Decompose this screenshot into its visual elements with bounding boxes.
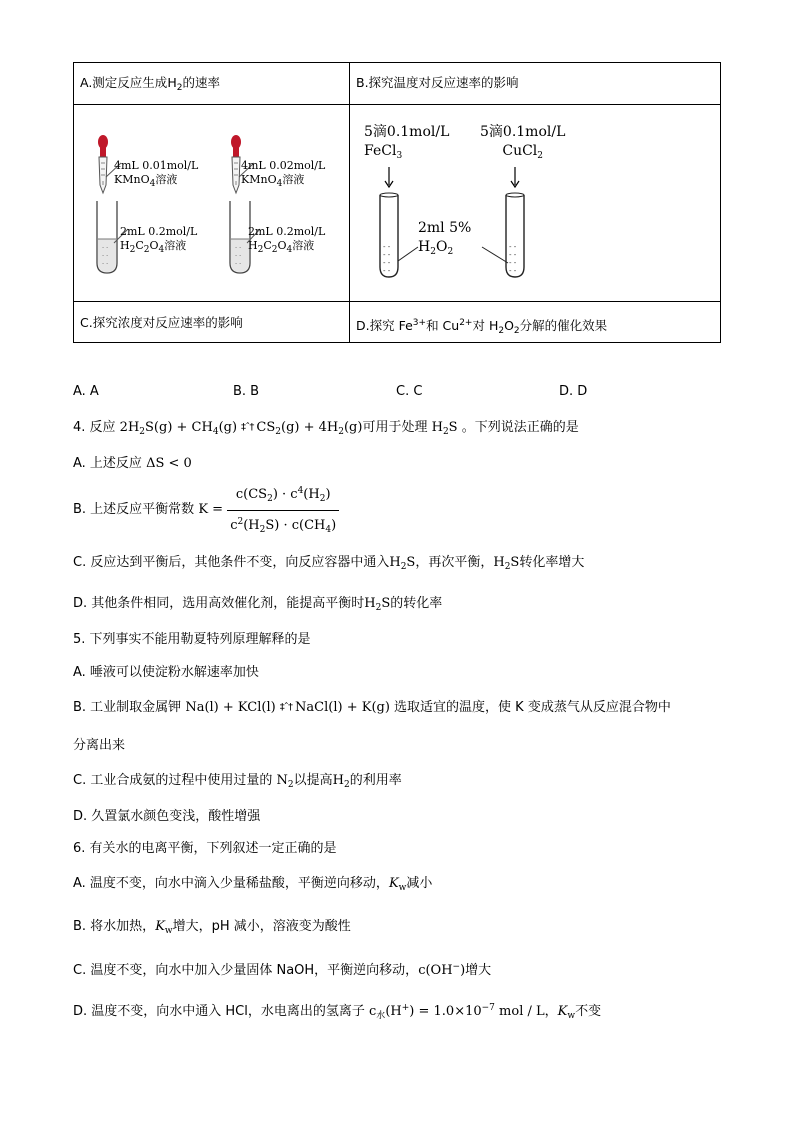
dropper-left (98, 135, 108, 193)
q6-option-c[interactable]: C. 温度不变，向水中加入少量固体 NaOH，平衡逆向移动，c(OH−)增大 (73, 962, 492, 978)
cell-a-caption: A.测定反应生成$H_2$的速率 (80, 75, 220, 93)
q4-option-b[interactable]: B. 上述反应平衡常数 K = $\frac{c(CS_2) \cdot c^4(H_2)}{c^2(H_2S) \cdot c(CH_4)}$ (73, 488, 339, 532)
svg-text:- -: - - (235, 260, 242, 267)
cucl2-label: 5滴0.1mol/L CuCl$_2$ (480, 124, 566, 161)
svg-text:- -: - - (102, 252, 109, 259)
q6-stem: 6. 有关水的电离平衡，下列叙述一定正确的是 (73, 841, 337, 856)
pointer-line (398, 247, 418, 261)
q6-option-d[interactable]: D. 温度不变，向水中通入 HCl，水电离出的氢离子 $c_水(H^+) = 1.0\times 10^{-7}$ mol / L，$K_w$不变 (73, 1003, 602, 1021)
svg-text:- -: - - (509, 267, 517, 275)
svg-text:- -: - - (383, 243, 391, 251)
reagent-label-right-top: 4mL 0.02mol/L KMnO$_4$溶液 (241, 159, 326, 189)
h2o2-label: 2ml 5% $H_2O_2$ (418, 220, 472, 257)
q3-option-c[interactable]: C. C (396, 384, 423, 399)
arrow-down-icon (385, 167, 393, 187)
equilibrium-constant-fraction: $\frac{c(CS_2) \cdot c^4(H_2)}{c^2(H_2S) \cdot c(CH_4)}$ (227, 482, 339, 539)
svg-text:- -: - - (235, 244, 242, 251)
experiment-table (73, 62, 721, 343)
pointer-line (482, 247, 508, 263)
svg-text:- -: - - (102, 260, 109, 267)
q5-option-b-continued: 分离出来 (73, 738, 126, 753)
svg-text:- -: - - (383, 267, 391, 275)
cell-c-caption: C.探究浓度对反应速率的影响 (80, 315, 243, 330)
q6-option-a[interactable]: A. 温度不变，向水中滴入少量稀盐酸，平衡逆向移动，$K_w$减小 (73, 876, 433, 893)
svg-text:- -: - - (509, 243, 517, 251)
reagent-label-left-top: 4mL 0.01mol/L KMnO$_4$溶液 (114, 159, 199, 189)
q4-option-d[interactable]: D. 其他条件相同，选用高效催化剂，能提高平衡时$H_2S$的转化率 (73, 596, 443, 613)
q5-option-c[interactable]: C. 工业合成氨的过程中使用过量的 $N_2$以提高$H_2$的利用率 (73, 773, 402, 790)
q3-option-b[interactable]: B. B (233, 384, 260, 399)
fecl3-label: 5滴0.1mol/L FeCl$_3$ (364, 124, 450, 161)
q5-option-a[interactable]: A. 唾液可以使淀粉水解速率加快 (73, 665, 259, 680)
q5-option-b[interactable]: B. 工业制取金属钾 Na(l) + KCl(l) ‡ ˆ † NaCl(l) + K(g) 选取适宜的温度，使 K 变成蒸气从反应混合物中 (73, 700, 671, 715)
cell-b-caption: B.探究温度对反应速率的影响 (356, 75, 519, 90)
q4-option-a[interactable]: A. 上述反应 ΔS < 0 (73, 456, 192, 471)
test-tube-fecl3 (380, 193, 398, 277)
test-tube-right (230, 201, 250, 273)
q5-option-d[interactable]: D. 久置氯水颜色变浅，酸性增强 (73, 809, 261, 824)
q4-option-c[interactable]: C. 反应达到平衡后，其他条件不变，向反应容器中通入$H_2S$，再次平衡，$H_2S$转化率增大 (73, 555, 585, 572)
q3-option-a[interactable]: A. A (73, 384, 99, 399)
q4-stem: 4. 反应 $2H_2S(g) + CH_4(g)$ ‡ ˆ † $CS_2(g) + 4H_2(g)$可用于处理 $H_2S$ 。下列说法正确的是 (73, 420, 579, 437)
svg-text:- -: - - (235, 252, 242, 259)
arrow-down-icon (511, 167, 519, 187)
cell-d-caption: D.探究 $Fe^{3+}$和 $Cu^{2+}$对 $H_2O_2$分解的催化效果 (356, 318, 608, 336)
dropper-right (231, 135, 241, 193)
q5-stem: 5. 下列事实不能用勒夏特列原理解释的是 (73, 632, 311, 647)
svg-text:- -: - - (509, 259, 517, 267)
test-tube-cucl2 (506, 193, 524, 277)
svg-text:- -: - - (383, 251, 391, 259)
q6-option-b[interactable]: B. 将水加热，$K_w$增大，pH 减小，溶液变为酸性 (73, 919, 351, 936)
svg-text:- -: - - (383, 259, 391, 267)
reagent-label-left-bottom: 2mL 0.2mol/L $H_2C_2O_4$溶液 (120, 225, 198, 255)
test-tube-left (97, 201, 117, 273)
q3-option-d[interactable]: D. D (559, 384, 588, 399)
svg-text:- -: - - (102, 244, 109, 251)
reagent-label-right-bottom: 2mL 0.2mol/L $H_2C_2O_4$溶液 (248, 225, 326, 255)
table-divider-top (74, 104, 720, 105)
svg-text:- -: - - (509, 251, 517, 259)
